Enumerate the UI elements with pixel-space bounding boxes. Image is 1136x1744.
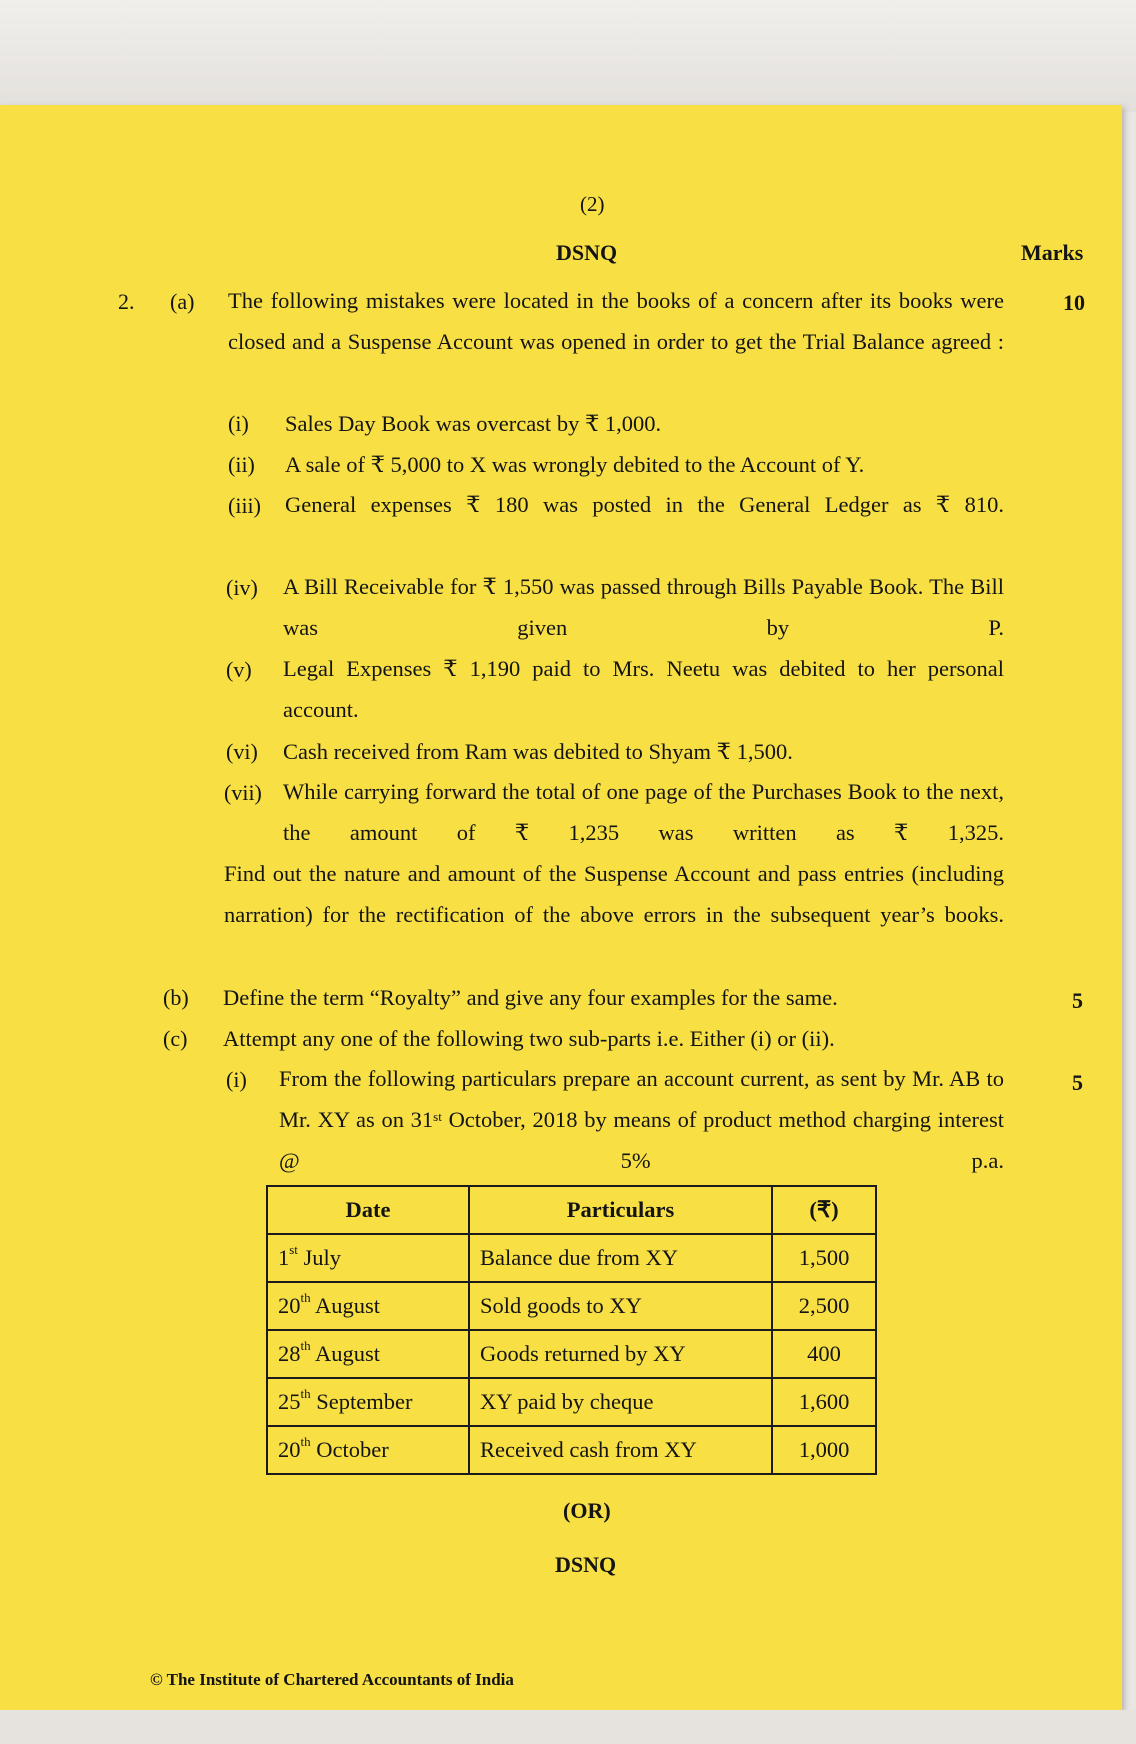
paper-code-header: DSNQ <box>556 240 618 265</box>
date-cell: 20th October <box>267 1426 469 1474</box>
part-c-label: (c) <box>163 1026 188 1051</box>
particulars-cell: Sold goods to XY <box>469 1282 772 1330</box>
or-separator: (OR) <box>563 1498 611 1523</box>
amount-cell: 1,500 <box>772 1234 876 1282</box>
date-cell: 28th August <box>267 1330 469 1378</box>
amount-cell: 2,500 <box>772 1282 876 1330</box>
amount-cell: 1,600 <box>772 1378 876 1426</box>
part-c-text: Attempt any one of the following two sub-parts i.e. Either (i) or (ii). <box>223 1026 835 1051</box>
part-b-marks: 5 <box>1072 988 1083 1013</box>
particulars-column-header: Particulars <box>469 1186 772 1234</box>
particulars-cell: Goods returned by XY <box>469 1330 772 1378</box>
error-label: (iv) <box>226 575 258 600</box>
date-cell: 1st July <box>267 1234 469 1282</box>
table-row <box>267 1378 876 1426</box>
scan-background-bottom <box>0 1710 1136 1744</box>
error-label: (i) <box>228 411 249 436</box>
amount-cell: 400 <box>772 1330 876 1378</box>
error-text: General expenses ₹ 180 was posted in the General Ledger as ₹ 810. <box>285 492 1004 517</box>
error-text: Cash received from Ram was debited to Shyam ₹ 1,500. <box>283 739 793 764</box>
part-c-sub-i-text: From the following particulars prepare an account current, as sent by Mr. AB to Mr. XY as on 31st October, 2018 by means of product method charging interest @ 5% p.a. <box>279 1066 1004 1173</box>
error-text: A Bill Receivable for ₹ 1,550 was passed through Bills Payable Book. The Bill was given by P. <box>283 574 1004 640</box>
error-text: Sales Day Book was overcast by ₹ 1,000. <box>285 411 662 436</box>
page-number: (2) <box>580 192 605 216</box>
part-b-text: Define the term “Royalty” and give any four examples for the same. <box>223 985 838 1010</box>
date-column-header: Date <box>267 1186 469 1234</box>
part-a-intro: The following mistakes were located in the books of a concern after its books were closed and a Suspense Account was opened in order to get the Trial Balance agreed : <box>228 288 1004 354</box>
part-c-sub-i-label: (i) <box>226 1067 247 1092</box>
error-label: (ii) <box>228 452 255 477</box>
error-text: While carrying forward the total of one page of the Purchases Book to the next, the amount of ₹ 1,235 was written as ₹ 1,325. <box>283 779 1004 845</box>
table-row <box>267 1330 876 1378</box>
amount-cell: 1,000 <box>772 1426 876 1474</box>
copyright-notice: © The Institute of Chartered Accountants of India <box>150 1670 514 1689</box>
marks-column-heading: Marks <box>1021 240 1084 265</box>
account-current-table <box>266 1185 877 1475</box>
scan-background-top <box>0 0 1136 112</box>
table-row <box>267 1426 876 1474</box>
error-label: (vi) <box>226 739 258 764</box>
table-header-row <box>267 1186 876 1234</box>
paper-code-footer: DSNQ <box>555 1552 617 1577</box>
error-text: Legal Expenses ₹ 1,190 paid to Mrs. Neetu was debited to her personal account. <box>283 656 1004 722</box>
part-a-label: (a) <box>170 289 195 314</box>
error-text: A sale of ₹ 5,000 to X was wrongly debited to the Account of Y. <box>285 452 865 477</box>
part-b-label: (b) <box>163 985 189 1010</box>
question-number: 2. <box>118 289 135 314</box>
error-label: (vii) <box>224 780 262 805</box>
particulars-cell: Received cash from XY <box>469 1426 772 1474</box>
part-c-sub-i-marks: 5 <box>1072 1070 1083 1095</box>
amount-column-header: (₹) <box>772 1186 876 1234</box>
part-a-marks: 10 <box>1063 290 1085 315</box>
table-row <box>267 1282 876 1330</box>
part-a-instruction: Find out the nature and amount of the Suspense Account and pass entries (including narration) for the rectification of the above errors in the subsequent year’s books. <box>224 861 1004 927</box>
error-label: (iii) <box>228 493 261 518</box>
error-label: (v) <box>226 657 252 682</box>
date-cell: 20th August <box>267 1282 469 1330</box>
particulars-cell: XY paid by cheque <box>469 1378 772 1426</box>
particulars-cell: Balance due from XY <box>469 1234 772 1282</box>
date-cell: 25th September <box>267 1378 469 1426</box>
table-row <box>267 1234 876 1282</box>
